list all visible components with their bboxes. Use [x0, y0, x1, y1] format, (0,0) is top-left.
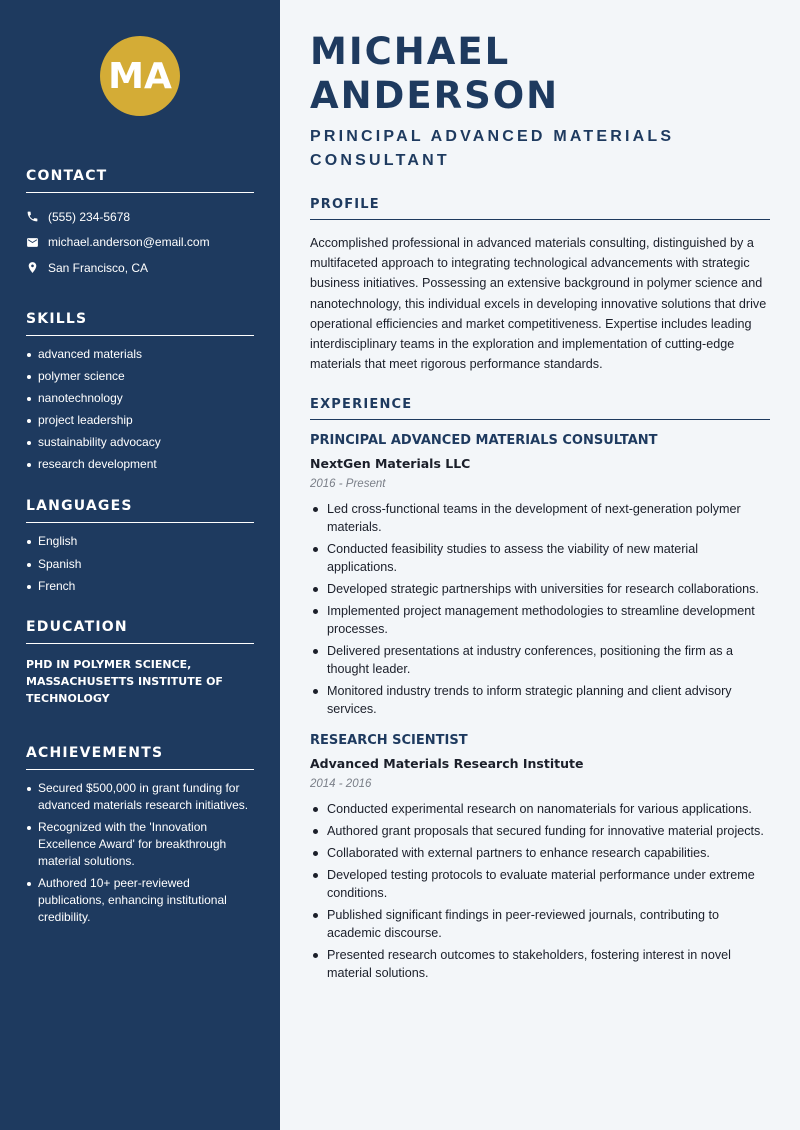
job-entry: [310, 732, 770, 982]
skill-item: polymer science: [26, 368, 254, 385]
job-bullet: Led cross-functional teams in the development of next-generation polymer materials.: [310, 500, 770, 536]
job-bullet: Monitored industry trends to inform strategic planning and client advisory services.: [310, 682, 770, 718]
job-entry: [310, 432, 770, 718]
skill-item: nanotechnology: [26, 390, 254, 407]
languages-section: [26, 498, 254, 594]
job-company: NextGen Materials LLC: [310, 456, 471, 472]
contact-section: [26, 168, 254, 281]
phone-text: (555) 234-5678: [48, 209, 131, 224]
job-bullet: Conducted feasibility studies to assess the viability of new material applications.: [310, 540, 770, 576]
skill-item: project leadership: [26, 412, 254, 429]
location-pin-icon: [26, 261, 39, 274]
job-bullet: Conducted experimental research on nanomaterials for various applications.: [310, 800, 770, 818]
phone-icon: [26, 210, 39, 223]
achievement-item: Authored 10+ peer-reviewed publications, enhancing institutional credibility.: [26, 875, 254, 926]
language-item: English: [26, 533, 254, 550]
job-company: Advanced Materials Research Institute: [310, 756, 584, 772]
avatar-initials: MA: [100, 36, 180, 116]
job-bullet: Implemented project management methodologies to streamline development processes.: [310, 602, 770, 638]
language-item: French: [26, 578, 254, 595]
achievements-section: [26, 745, 254, 926]
job-bullets: [310, 800, 770, 982]
achievement-item: Secured $500,000 in grant funding for advanced materials research initiatives.: [26, 780, 254, 814]
languages-list: [26, 533, 254, 594]
experience-heading: EXPERIENCE: [310, 397, 770, 420]
skills-list: [26, 346, 254, 474]
job-role: PRINCIPAL ADVANCED MATERIALS CONSULTANT: [310, 433, 658, 449]
achievements-list: [26, 780, 254, 926]
contact-phone: [26, 204, 254, 230]
education-heading: EDUCATION: [26, 619, 254, 644]
skill-item: sustainability advocacy: [26, 434, 254, 451]
location-text: San Francisco, CA: [48, 260, 149, 275]
profile-section: [310, 197, 770, 374]
contact-location: [26, 255, 254, 281]
candidate-title: PRINCIPAL ADVANCED MATERIALS CONSULTANT: [310, 128, 675, 169]
languages-heading: LANGUAGES: [26, 498, 254, 523]
achievements-heading: ACHIEVEMENTS: [26, 745, 254, 770]
profile-text: Accomplished professional in advanced materials consulting, distinguished by a multifaceted approach to integrating technological advancements with strategic business initiatives. Possessing an extensive background in polymer science and nanotechnology, this individual excels in developing innovative solutions that drive operational efficiencies and market competitiveness. Expertise includes leading interdisciplinary teams in the exploration and implementation of cutting-edge materials that meet rigorous performance standards.: [310, 236, 767, 372]
experience-section: [310, 397, 770, 982]
contact-heading: CONTACT: [26, 168, 254, 193]
job-bullets: [310, 500, 770, 718]
job-bullet: Published significant findings in peer-reviewed journals, contributing to academic discourse.: [310, 906, 770, 942]
job-bullet: Collaborated with external partners to enhance research capabilities.: [310, 844, 770, 862]
achievement-item: Recognized with the 'Innovation Excellence Award' for breakthrough material solutions.: [26, 819, 254, 870]
education-section: [26, 619, 254, 707]
skills-section: [26, 311, 254, 474]
language-item: Spanish: [26, 556, 254, 573]
job-bullet: Delivered presentations at industry conferences, positioning the firm as a thought leader.: [310, 642, 770, 678]
job-role: RESEARCH SCIENTIST: [310, 733, 468, 749]
main-content: [280, 0, 800, 1130]
skill-item: advanced materials: [26, 346, 254, 363]
job-dates: 2014 - 2016: [310, 778, 372, 791]
contact-email: [26, 230, 254, 256]
skills-heading: SKILLS: [26, 311, 254, 336]
email-icon: [26, 236, 39, 249]
sidebar: [0, 0, 280, 1130]
job-dates: 2016 - Present: [310, 478, 386, 491]
profile-heading: PROFILE: [310, 197, 770, 220]
job-bullet: Developed strategic partnerships with universities for research collaborations.: [310, 580, 770, 598]
job-bullet: Authored grant proposals that secured funding for innovative material projects.: [310, 822, 770, 840]
candidate-name: MICHAEL ANDERSON: [310, 30, 560, 117]
email-text: michael.anderson@email.com: [48, 235, 210, 250]
skill-item: research development: [26, 456, 254, 473]
contact-list: [26, 204, 254, 281]
job-bullet: Developed testing protocols to evaluate material performance under extreme conditions.: [310, 866, 770, 902]
job-bullet: Presented research outcomes to stakeholders, fostering interest in novel material solutions.: [310, 946, 770, 982]
education-degree: PHD IN POLYMER SCIENCE, MASSACHUSETTS INSTITUTE OF TECHNOLOGY: [26, 657, 223, 705]
